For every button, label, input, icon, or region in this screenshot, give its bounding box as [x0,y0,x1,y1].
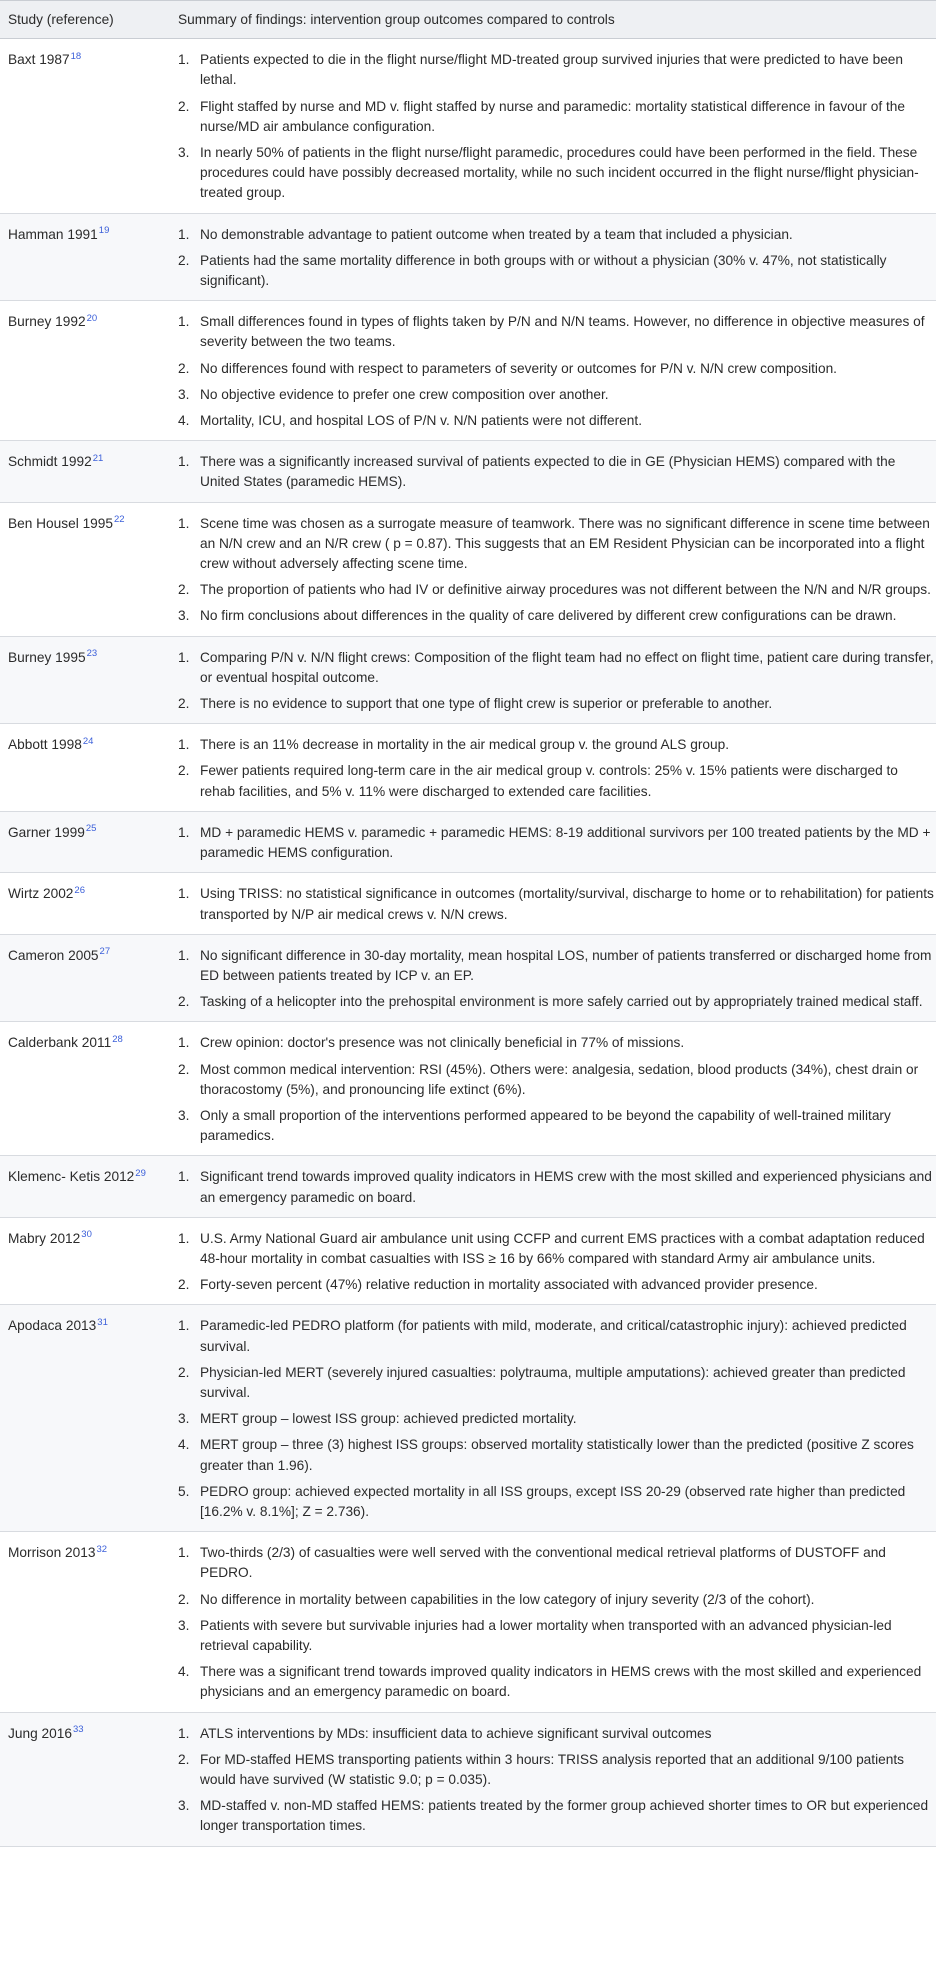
summary-cell [167,1712,936,1846]
finding-item [178,225,936,245]
finding-item [178,1106,936,1146]
findings-list [178,884,936,924]
reference-link[interactable]: 19 [98,225,110,237]
finding-item [178,1316,936,1356]
table-row [0,1022,936,1156]
table-row [0,213,936,301]
finding-text: Two-thirds (2/3) of casualties were well served with the conventional medical retrieval platforms of DUSTOFF and PEDRO. [200,1545,886,1581]
table-row [0,873,936,934]
finding-number: 1. [178,737,190,753]
table-row [0,1217,936,1305]
finding-item [178,1060,936,1100]
finding-text: For MD-staffed HEMS transporting patients within 3 hours: TRISS analysis reported that an additional 9/100 patients would have survived (W statistic 9.0; p = 0.035). [200,1751,905,1787]
finding-text: Physician-led MERT (severely injured casualties: polytrauma, multiple amputations): achieved greater than predicted survival. [200,1364,906,1400]
summary-cell [167,934,936,1022]
finding-text: Flight staffed by nurse and MD v. flight staffed by nurse and paramedic: mortality statistical difference in favour of the nurse/MD air ambulance configuration. [200,98,906,134]
finding-number: 3. [178,1617,190,1633]
finding-text: MERT group – three (3) highest ISS groups: observed mortality statistically lower than the predicted (positive Z scores greater than 1.96). [200,1437,914,1473]
finding-item [178,359,936,379]
study-name: Baxt 1987 [8,52,70,68]
finding-number: 1. [178,226,190,242]
reference-link[interactable]: 21 [92,452,104,464]
summary-cell [167,811,936,872]
study-name: Burney 1995 [8,649,86,665]
finding-number: 1. [178,52,190,68]
study-name: Cameron 2005 [8,947,99,963]
summary-cell [167,1532,936,1712]
study-cell [0,934,167,1022]
finding-text: Comparing P/N v. N/N flight crews: Composition of the flight team had no effect on flight time, patient care during transfer, or eventual hospital outcome. [200,649,934,685]
finding-text: Fewer patients required long-term care in the air medical group v. controls: 25% v. 15% patients were discharged to rehab facilities, and 5% v. 11% were discharged to extended care facilities. [200,763,898,799]
summary-cell [167,213,936,301]
reference-link[interactable]: 25 [85,823,97,835]
summary-cell [167,1156,936,1217]
study-name: Abbott 1998 [8,737,82,753]
table-row [0,1305,936,1532]
reference-link[interactable]: 23 [86,648,98,660]
table-header-row [0,1,936,39]
column-header-study: Study (reference) [0,1,167,39]
study-cell [0,1305,167,1532]
finding-number: 2. [178,696,190,712]
reference-link[interactable]: 32 [96,1543,108,1555]
finding-text: Only a small proportion of the interventions performed appeared to be beyond the capability of well-trained military paramedics. [200,1107,891,1144]
finding-text: Scene time was chosen as a surrogate measure of teamwork. There was no significant difference in scene time between an N/N crew and an N/R crew ( p = 0.87). This suggests that an EM Resident Physician can be incorporated into a flight crew without adversely affecting scene time. [200,515,930,572]
finding-item [178,946,936,986]
finding-text: No differences found with respect to parameters of severity or outcomes for P/N v. N/N crew composition. [200,360,837,376]
finding-item [178,606,936,626]
study-name: Apodaca 2013 [8,1318,97,1334]
summary-cell [167,1022,936,1156]
study-cell [0,441,167,502]
finding-number: 3. [178,1798,190,1814]
findings-list [178,514,936,627]
finding-item [178,735,936,755]
study-cell [0,636,167,724]
finding-number: 1. [178,1725,190,1741]
findings-list [178,1167,936,1207]
table-row [0,724,936,812]
finding-number: 2. [178,1751,190,1767]
summary-cell [167,873,936,934]
column-header-summary: Summary of findings: intervention group outcomes compared to controls [167,1,936,39]
finding-text: There is no evidence to support that one type of flight crew is superior or preferable to another. [200,696,773,712]
finding-number: 2. [178,1364,190,1380]
study-name: Wirtz 2002 [8,886,74,902]
finding-item [178,694,936,714]
finding-text: ATLS interventions by MDs: insufficient data to achieve significant survival outcomes [200,1725,712,1741]
reference-link[interactable]: 29 [135,1167,146,1179]
finding-number: 3. [178,145,190,161]
finding-item [178,1435,936,1475]
finding-item [178,312,936,352]
study-name: Klemenc- Ketis 2012 [8,1169,135,1185]
table-body [0,39,936,1846]
finding-number: 1. [178,515,190,531]
study-name: Garner 1999 [8,824,85,840]
table-row [0,301,936,441]
finding-text: MERT group – lowest ISS group: achieved predicted mortality. [200,1411,577,1427]
finding-item [178,1229,936,1269]
finding-item [178,1033,936,1053]
finding-text: U.S. Army National Guard air ambulance unit using CCFP and current EMS practices with a combat adaptation reduced 48-hour mortality in combat casualties with ISS ≥ 16 by 66% compared with standard Army air ambulance units. [200,1230,925,1266]
finding-text: Patients had the same mortality difference in both groups with or without a physician (30% v. 47%, not statistically significant). [200,252,887,289]
finding-item [178,251,936,291]
reference-link[interactable]: 24 [82,735,94,747]
study-cell [0,1712,167,1846]
finding-number: 1. [178,1545,190,1561]
finding-number: 3. [178,1411,190,1427]
study-cell [0,301,167,441]
finding-item [178,884,936,924]
finding-item [178,1363,936,1403]
reference-link[interactable]: 18 [70,50,82,62]
finding-number: 1. [178,1318,190,1334]
study-name: Burney 1992 [8,314,86,330]
findings-list [178,648,936,715]
table-row [0,1712,936,1846]
finding-number: 1. [178,947,190,963]
reference-link[interactable]: 28 [112,1033,123,1045]
finding-item [178,580,936,600]
finding-item [178,411,936,431]
finding-text: No difference in mortality between capabilities in the low category of injury severity (2/3 of the cohort). [200,1591,815,1607]
finding-number: 3. [178,386,190,402]
finding-text: There was a significant trend towards improved quality indicators in HEMS crews with the most skilled and experienced physicians and an emergency paramedic on board. [200,1664,922,1700]
finding-item [178,385,936,405]
finding-number: 4. [178,1664,190,1680]
reference-link[interactable]: 33 [72,1724,84,1736]
finding-number: 1. [178,1230,190,1246]
summary-cell [167,1305,936,1532]
finding-text: Forty-seven percent (47%) relative reduction in mortality associated with advanced provider presence. [200,1277,818,1293]
reference-link[interactable]: 31 [97,1316,108,1328]
finding-text: In nearly 50% of patients in the flight nurse/flight paramedic, procedures could have been performed in the field. These procedures could have possibly decreased mortality, while no such incident occurred in the flight nurse/flight physician-treated group. [200,145,919,201]
finding-number: 2. [178,582,190,598]
finding-number: 4. [178,1437,190,1453]
study-name: Calderbank 2011 [8,1035,112,1051]
study-cell [0,502,167,636]
study-name: Hamman 1991 [8,226,98,242]
findings-list [178,735,936,802]
findings-list [178,225,936,292]
summary-cell [167,39,936,213]
summary-cell [167,1217,936,1305]
findings-list [178,1316,936,1522]
study-cell [0,811,167,872]
reference-link[interactable]: 20 [86,312,98,324]
study-cell [0,1022,167,1156]
finding-number: 2. [178,763,190,779]
summary-cell [167,636,936,724]
findings-list [178,1724,936,1837]
finding-item [178,143,936,204]
study-name: Ben Housel 1995 [8,515,114,531]
finding-number: 3. [178,1107,190,1123]
findings-list [178,1033,936,1146]
finding-number: 2. [178,1591,190,1607]
finding-number: 1. [178,1169,190,1185]
study-name: Mabry 2012 [8,1230,81,1246]
reference-link[interactable]: 30 [81,1229,92,1241]
finding-number: 1. [178,824,190,840]
finding-item [178,823,936,863]
table-row [0,1156,936,1217]
finding-text: There was a significantly increased survival of patients expected to die in GE (Physician HEMS) compared with the United States (paramedic HEMS). [200,454,896,490]
finding-text: Mortality, ICU, and hospital LOS of P/N v. N/N patients were not different. [200,413,642,429]
finding-text: Patients expected to die in the flight nurse/flight MD-treated group survived injuries that were predicted to have been lethal. [200,52,904,88]
finding-text: No demonstrable advantage to patient outcome when treated by a team that included a physician. [200,226,793,242]
finding-number: 5. [178,1483,190,1499]
finding-number: 2. [178,1277,190,1293]
study-name: Schmidt 1992 [8,454,92,470]
findings-list [178,50,936,203]
finding-text: No significant difference in 30-day mortality, mean hospital LOS, number of patients transferred or discharged home from ED between patients treated by ICP v. an EP. [200,947,932,983]
finding-number: 1. [178,649,190,665]
finding-item [178,1724,936,1744]
findings-list [178,823,936,863]
study-cell [0,724,167,812]
finding-item [178,1482,936,1522]
finding-item [178,648,936,688]
summary-cell [167,502,936,636]
summary-cell [167,441,936,502]
table-row [0,502,936,636]
finding-text: PEDRO group: achieved expected mortality in all ISS groups, except ISS 20-29 (observed rate higher than predicted [16.2% v. 8.1%]; Z = 2.736). [200,1483,906,1519]
finding-item [178,1167,936,1207]
findings-list [178,1229,936,1296]
finding-number: 4. [178,413,190,429]
study-name: Jung 2016 [8,1725,72,1741]
study-name: Morrison 2013 [8,1545,96,1561]
study-cell [0,213,167,301]
table-row [0,441,936,502]
finding-text: No objective evidence to prefer one crew composition over another. [200,386,609,402]
finding-number: 1. [178,1035,190,1051]
table-row [0,39,936,213]
finding-number: 2. [178,98,190,114]
study-cell [0,873,167,934]
finding-item [178,514,936,575]
finding-number: 2. [178,360,190,376]
table-row [0,811,936,872]
finding-text: MD-staffed v. non-MD staffed HEMS: patients treated by the former group achieved shorter times to OR but experienced longer transportation times. [200,1798,929,1834]
finding-number: 2. [178,1061,190,1077]
finding-number: 1. [178,886,190,902]
summary-cell [167,301,936,441]
finding-number: 1. [178,454,190,470]
finding-item [178,50,936,90]
finding-item [178,1590,936,1610]
finding-item [178,1750,936,1790]
table-row [0,934,936,1022]
findings-list [178,452,936,492]
finding-text: There is an 11% decrease in mortality in the air medical group v. the ground ALS group. [200,737,730,753]
findings-list [178,312,936,431]
reference-link[interactable]: 26 [74,884,85,896]
finding-text: No firm conclusions about differences in the quality of care delivered by different crew configurations can be drawn. [200,608,897,624]
finding-item [178,1616,936,1656]
finding-text: The proportion of patients who had IV or definitive airway procedures was not different between the N/N and N/R groups. [200,582,931,598]
finding-text: Paramedic-led PEDRO platform (for patients with mild, moderate, and critical/catastrophic injury): achieved predicted survival. [200,1318,907,1354]
study-cell [0,1532,167,1712]
finding-text: Most common medical intervention: RSI (45%). Others were: analgesia, sedation, blood products (34%), chest drain or thoracostomy (5%), and pronouncing life extinct (6%). [200,1061,919,1097]
finding-text: Tasking of a helicopter into the prehospital environment is more safely carried out by appropriately trained medical staff. [200,994,923,1010]
finding-item [178,761,936,801]
summary-cell [167,724,936,812]
reference-link[interactable]: 27 [99,946,111,958]
finding-text: Significant trend towards improved quality indicators in HEMS crew with the most skilled and experienced physicians and an emergency paramedic on board. [200,1169,932,1205]
finding-text: Using TRISS: no statistical significance in outcomes (mortality/survival, discharge to home or to rehabilitation) for patients transported by N/P air medical crews v. N/N crews. [200,886,934,922]
table-row [0,636,936,724]
finding-number: 3. [178,608,190,624]
finding-number: 2. [178,252,190,268]
finding-text: Crew opinion: doctor's presence was not clinically beneficial in 77% of missions. [200,1035,685,1051]
findings-list [178,946,936,1013]
study-cell [0,1217,167,1305]
finding-text: MD + paramedic HEMS v. paramedic + paramedic HEMS: 8-19 additional survivors per 100 treated patients by the MD + paramedic HEMS configuration. [200,824,931,861]
finding-item [178,97,936,137]
study-cell [0,39,167,213]
finding-number: 1. [178,314,190,330]
reference-link[interactable]: 22 [114,514,125,526]
finding-text: Patients with severe but survivable injuries had a lower mortality when transported with an advanced physician-led retrieval capability. [200,1617,892,1653]
finding-item [178,1275,936,1295]
finding-item [178,1543,936,1583]
finding-item [178,1409,936,1429]
finding-item [178,1662,936,1702]
finding-text: Small differences found in types of flights taken by P/N and N/N teams. However, no difference in objective measures of severity between the two teams. [200,314,925,350]
finding-number: 2. [178,994,190,1010]
finding-item [178,1796,936,1836]
finding-item [178,452,936,492]
study-cell [0,1156,167,1217]
table-row [0,1532,936,1712]
findings-list [178,1543,936,1702]
finding-item [178,992,936,1012]
